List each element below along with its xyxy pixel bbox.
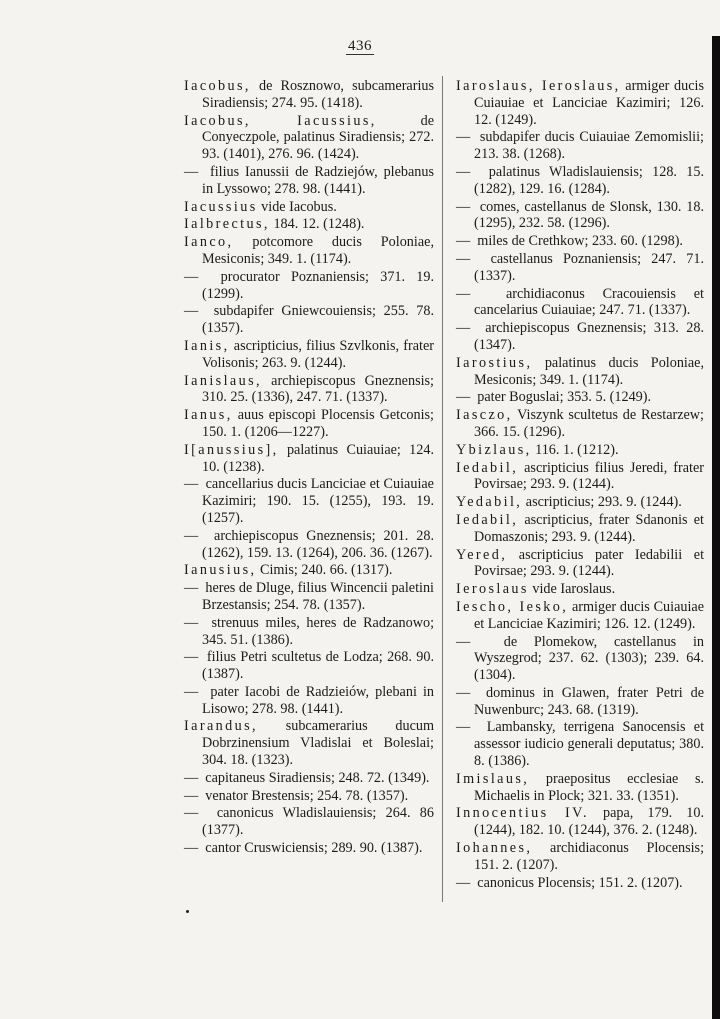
entry-headword: Ialbrectus,: [184, 216, 270, 233]
index-entry: [456, 164, 704, 198]
entry-text: cancellarius ducis Lanciciae et Cuiauiae Kazimiri; 190. 15. (1255), 193. 19. (1257).: [202, 476, 434, 526]
entry-text: Lambansky, terrigena Sanocensis et assessor iudicio generali deputatus; 380. 8. (1386).: [474, 719, 705, 770]
ink-dot: [186, 910, 189, 913]
index-column-right: [456, 78, 704, 892]
page-number: 436: [348, 38, 372, 54]
entry-headword: Ianislaus,: [184, 372, 262, 389]
entry-headword: Ieroslaus: [456, 581, 529, 598]
entry-headword: Ianco,: [184, 234, 234, 251]
index-entry: [456, 805, 704, 839]
index-entry: [456, 320, 704, 354]
entry-headword: Iescho, Iesko,: [456, 598, 569, 615]
entry-headword: Iohannes,: [456, 840, 533, 857]
entry-headword: Yered,: [456, 546, 508, 563]
index-entry: [456, 407, 704, 441]
index-entry: [456, 494, 704, 511]
ditto-dash: [456, 634, 504, 650]
entry-text: armiger ducis Cuiauiae et Lanciciae Kazimiri; 126. 12. (1249).: [474, 598, 704, 632]
entry-headword: Innocentius IV.: [456, 805, 589, 822]
entry-text: filius Ianussii de Radziejów, plebanus in Lyssowo; 278. 98. (1441).: [202, 163, 434, 197]
entry-text: archiepiscopus Gneznensis; 310. 25. (1336), 247. 71. (1337).: [202, 372, 435, 406]
index-entry: [184, 234, 434, 268]
index-entry: [456, 685, 704, 719]
entry-text: pater Iacobi de Radzieiów, plebani in Lisowo; 278. 98. (1441).: [202, 683, 434, 717]
entry-text: archiepiscopus Gneznensis; 201. 28. (1262), 159. 13. (1264), 206. 36. (1267).: [202, 527, 435, 561]
entry-headword: I[anussius],: [184, 441, 279, 458]
entry-headword: Iarandus,: [184, 718, 258, 735]
page-edge-shadow: [712, 36, 720, 1019]
index-entry: [184, 338, 434, 372]
index-entry: [456, 840, 704, 874]
index-entry: [184, 615, 434, 649]
index-entry: [456, 78, 704, 128]
ditto-dash: [456, 251, 491, 267]
entry-text: Viszynk scultetus de Restarzew; 366. 15. (1296).: [474, 407, 704, 440]
index-entry: [456, 460, 704, 494]
entry-text: 116. 1. (1212).: [535, 441, 619, 458]
index-entry: [456, 771, 704, 805]
entry-text: de Plomekow, castellanus in Wyszegrod; 237. 62. (1303); 239. 64. (1304).: [474, 633, 704, 684]
index-entry: [456, 442, 704, 459]
ditto-dash: [184, 164, 210, 180]
ditto-dash: [184, 649, 207, 665]
index-entry: [184, 303, 434, 337]
index-entry: [456, 389, 704, 406]
index-entry: [184, 164, 434, 198]
entry-text: archidiaconus Cracouiensis et cancelarius Cuiauiae; 247. 71. (1337).: [474, 285, 704, 319]
index-entry: [184, 269, 434, 303]
entry-text: filius Petri scultetus de Lodza; 268. 90. (1387).: [202, 649, 435, 683]
entry-text: potcomore ducis Poloniae, Mesiconis; 349. 1. (1174).: [202, 234, 434, 267]
entry-text: cantor Cruswiciensis; 289. 90. (1387).: [205, 840, 423, 857]
entry-text: Cimis; 240. 66. (1317).: [259, 562, 393, 579]
index-entry: [184, 78, 434, 112]
entry-headword: Iedabil,: [456, 459, 519, 476]
entry-text: palatinus ducis Poloniae, Mesiconis; 349. 1. (1174).: [474, 354, 704, 388]
ditto-dash: [456, 286, 506, 302]
entry-text: strenuus miles, heres de Radzanowo; 345. 51. (1386).: [202, 614, 435, 648]
ditto-dash: [184, 303, 214, 319]
ditto-dash: [184, 840, 205, 856]
index-entry: [184, 805, 434, 839]
ditto-dash: [456, 320, 485, 336]
entry-text: dominus in Glawen, frater Petri de Nuwenburc; 243. 68. (1319).: [474, 684, 704, 718]
entry-text: ascripticius filius Jeredi, frater Povirsae; 293. 9. (1244).: [474, 459, 704, 493]
entry-headword: Yedabil,: [456, 494, 523, 511]
entry-text: de Conyeczpole, palatinus Siradiensis; 272. 93. (1401), 276. 96. (1424).: [202, 112, 435, 163]
entry-text: canonicus Plocensis; 151. 2. (1207).: [477, 874, 683, 891]
ditto-dash: [184, 805, 217, 821]
index-entry: [456, 875, 704, 892]
ditto-dash: [456, 685, 486, 701]
index-entry: [184, 199, 434, 216]
index-entry: [456, 286, 704, 320]
index-entry: [184, 528, 434, 562]
index-entry: [456, 251, 704, 285]
index-entry: [184, 216, 434, 233]
entry-text: armiger ducis Cuiauiae et Lanciciae Kazimiri; 126. 12. (1249).: [474, 78, 704, 128]
index-entry: [184, 373, 434, 407]
entry-headword: Ianus,: [184, 407, 233, 424]
index-entry: [456, 719, 704, 769]
index-entry: [456, 129, 704, 163]
entry-text: venator Brestensis; 254. 78. (1357).: [205, 787, 409, 804]
index-entry: [184, 442, 434, 476]
index-entry: [456, 634, 704, 684]
entry-headword: Iacussius: [184, 198, 258, 215]
index-entry: [456, 512, 704, 546]
index-column-left: [184, 78, 434, 858]
index-entry: [456, 355, 704, 389]
entry-text: miles de Crethkow; 233. 60. (1298).: [477, 233, 683, 250]
entry-text: ascripticius, filius Szvlkonis, frater Volisonis; 263. 9. (1244).: [202, 337, 434, 371]
entry-text: papa, 179. 10. (1244), 182. 10. (1244), 376. 2. (1248).: [474, 805, 704, 839]
ditto-dash: [456, 875, 477, 891]
entry-text: capitaneus Siradiensis; 248. 72. (1349).: [205, 769, 430, 786]
index-entry: [456, 599, 704, 633]
entry-text: palatinus Wladislauiensis; 128. 15. (1282), 129. 16. (1284).: [474, 163, 705, 197]
ditto-dash: [184, 528, 214, 544]
ditto-dash: [456, 129, 480, 145]
ditto-dash: [184, 580, 205, 596]
entry-text: de Rosznowo, subcamerarius Siradiensis; 274. 95. (1418).: [202, 78, 435, 111]
entry-headword: Iacobus,: [184, 78, 251, 94]
ditto-dash: [456, 389, 477, 405]
entry-text: vide Iaroslaus.: [532, 581, 616, 598]
entry-text: pater Boguslai; 353. 5. (1249).: [477, 389, 652, 406]
index-entry: [184, 476, 434, 526]
entry-headword: Iaroslaus, Ieroslaus,: [456, 78, 621, 94]
ditto-dash: [184, 269, 221, 285]
ditto-dash: [184, 770, 205, 786]
entry-headword: Imislaus,: [456, 770, 530, 787]
entry-headword: Ybizlaus,: [456, 441, 532, 458]
entry-text: heres de Dluge, filius Wincencii paletini Brzestansis; 254. 78. (1357).: [202, 580, 434, 613]
index-entry: [456, 199, 704, 233]
ditto-dash: [184, 788, 205, 804]
ditto-dash: [456, 199, 480, 215]
index-entry: [184, 562, 434, 579]
index-entry: [184, 770, 434, 787]
index-entry: [184, 684, 434, 718]
entry-text: 184. 12. (1248).: [273, 216, 365, 233]
entry-text: subcamerarius ducum Dobrzinensium Vladislai et Boleslai; 304. 18. (1323).: [202, 718, 434, 769]
entry-text: archiepiscopus Gneznensis; 313. 28. (1347).: [474, 320, 705, 353]
ditto-dash: [456, 233, 477, 249]
entry-headword: Iarostius,: [456, 354, 533, 371]
entry-text: palatinus Cuiauiae; 124. 10. (1238).: [202, 441, 435, 475]
index-entry: [184, 407, 434, 441]
entry-headword: Iedabil,: [456, 511, 519, 528]
entry-headword: Iasczo,: [456, 407, 513, 424]
index-entry: [184, 718, 434, 768]
ditto-dash: [456, 164, 489, 180]
index-entry: [456, 233, 704, 250]
column-divider: [442, 76, 443, 902]
entry-text: castellanus Poznaniensis; 247. 71. (1337).: [474, 250, 704, 284]
entry-headword: Ianis,: [184, 337, 230, 354]
entry-text: ascripticius pater Iedabilii et Povirsae; 293. 9. (1244).: [474, 546, 705, 580]
entry-headword: Ianusius,: [184, 562, 257, 579]
index-entry: [184, 840, 434, 857]
ditto-dash: [184, 615, 212, 631]
ditto-dash: [184, 684, 210, 700]
entry-text: praepositus ecclesiae s. Michaelis in Plock; 321. 33. (1351).: [474, 770, 705, 804]
entry-text: auus episcopi Plocensis Getconis; 150. 1. (1206—1227).: [202, 407, 434, 440]
entry-text: ascripticius, frater Sdanonis et Domaszonis; 293. 9. (1244).: [474, 511, 705, 545]
entry-text: comes, castellanus de Slonsk, 130. 18. (1295), 232. 58. (1296).: [474, 198, 705, 232]
index-entry: [184, 113, 434, 163]
index-entry: [184, 788, 434, 805]
entry-text: subdapifer Gniewcouiensis; 255. 78. (1357).: [202, 303, 435, 337]
index-entry: [456, 547, 704, 581]
entry-text: vide Iacobus.: [261, 198, 337, 215]
entry-text: archidiaconus Plocensis; 151. 2. (1207).: [474, 840, 705, 873]
entry-text: canonicus Wladislauiensis; 264. 86 (1377).: [202, 805, 434, 839]
entry-text: procurator Poznaniensis; 371. 19. (1299).: [202, 268, 435, 302]
index-entry: [184, 649, 434, 683]
index-entry: [184, 580, 434, 614]
entry-text: ascripticius; 293. 9. (1244).: [525, 494, 682, 511]
index-entry: [456, 581, 704, 598]
entry-text: subdapifer ducis Cuiauiae Zemomislii; 213. 38. (1268).: [474, 129, 704, 163]
entry-headword: Iacobus, Iacussius,: [184, 112, 377, 129]
ditto-dash: [456, 719, 487, 735]
ditto-dash: [184, 476, 206, 492]
